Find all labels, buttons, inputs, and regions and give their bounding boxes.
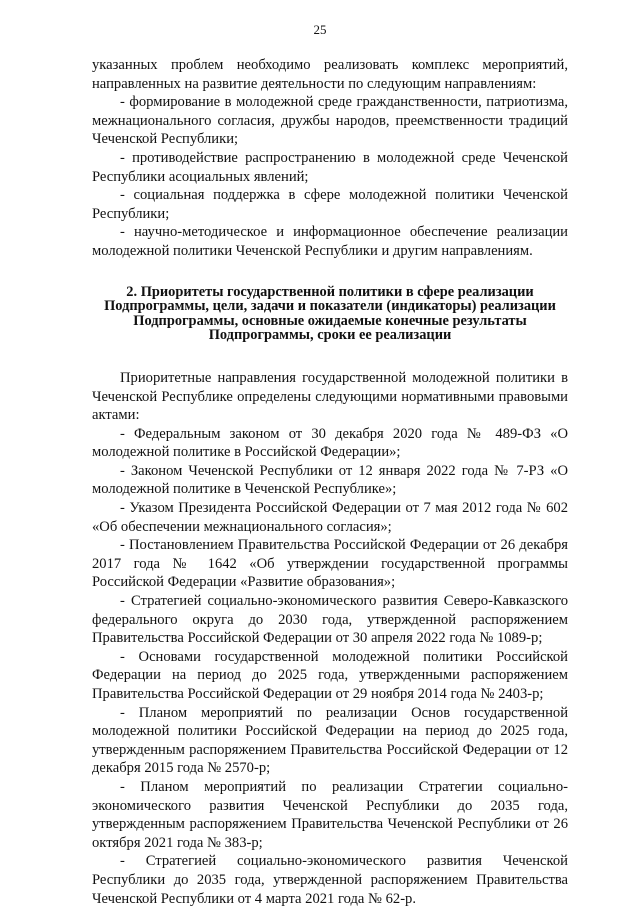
intro-paragraph: Приоритетные направления государственной молодежной политики в Чеченской Республике определены следующими нормативными правовыми актами: <box>92 369 568 424</box>
legal-act-item: - Стратегией социально-экономического развития Чеченской Республики до 2035 года, утвержденной распоряжением Правительства Чеченской Республики от 4 марта 2021 года № 62-р. <box>92 853 568 907</box>
paragraph-continuation: указанных проблем необходимо реализовать комплекс мероприятий, направленных на развитие деятельности по следующим направлениям: <box>92 57 568 92</box>
section-heading-line: Подпрограммы, цели, задачи и показатели (индикаторы) реализации <box>104 298 556 315</box>
list-item: - формирование в молодежной среде гражданственности, патриотизма, межнационального согласия, дружбы народов, преемственности традиций Чеченской Республики; <box>92 94 568 148</box>
legal-act-item: - Основами государственной молодежной политики Российской Федерации на период до 2025 года, утвержденными распоряжением Правительства Российской Федерации от 29 ноября 2014 года № 2403-р; <box>92 648 568 702</box>
legal-act-item: - Законом Чеченской Республики от 12 января 2022 года № 7-РЗ «О молодежной политике в Чеченской Республике»; <box>92 462 568 498</box>
section-heading-line: Подпрограммы, основные ожидаемые конечные результаты <box>133 312 527 329</box>
list-item: - противодействие распространению в молодежной среде Чеченской Республики асоциальных явлений; <box>92 149 568 185</box>
legal-act-item: - Стратегией социально-экономического развития Северо-Кавказского федерального округа до 2030 года, утвержденной распоряжением Правительства Российской Федерации от 30 апреля 2022 года № 1089-р; <box>92 593 568 647</box>
section-heading-line: Подпрограммы, сроки ее реализации <box>208 327 452 344</box>
legal-act-item: - Постановлением Правительства Российской Федерации от 26 декабря 2017 года № 1642 «Об утверждении государственной программы Российской Федерации «Развитие образования»; <box>92 537 568 591</box>
document-body <box>92 56 568 908</box>
legal-act-item: - Указом Президента Российской Федерации от 7 мая 2012 года № 602 «Об обеспечении межнационального согласия»; <box>92 500 568 535</box>
legal-act-item: - Планом мероприятий по реализации Стратегии социально-экономического развития Чеченской Республики до 2035 года, утвержденным распоряжением Правительства Чеченской Республики от 26 октября 2021 года № 383-р; <box>92 778 568 851</box>
legal-act-item: - Федеральным законом от 30 декабря 2020 года № 489-ФЗ «О молодежной политике в Российской Федерации»; <box>92 425 568 461</box>
section-heading-line: 2. Приоритеты государственной политики в сфере реализации <box>126 283 534 300</box>
page-number: 25 <box>313 22 327 37</box>
section-heading <box>92 285 568 343</box>
list-item: - социальная поддержка в сфере молодежной политики Чеченской Республики; <box>92 187 568 222</box>
legal-act-item: - Планом мероприятий по реализации Основ государственной молодежной политики Российской Федерации на период до 2025 года, утвержденным распоряжением Правительства Российской Федерации от 12 декабря 2015 года № 2570-р; <box>92 704 568 777</box>
list-item: - научно-методическое и информационное обеспечение реализации молодежной политики Чеченской Республики и другим направлениям. <box>92 224 568 259</box>
